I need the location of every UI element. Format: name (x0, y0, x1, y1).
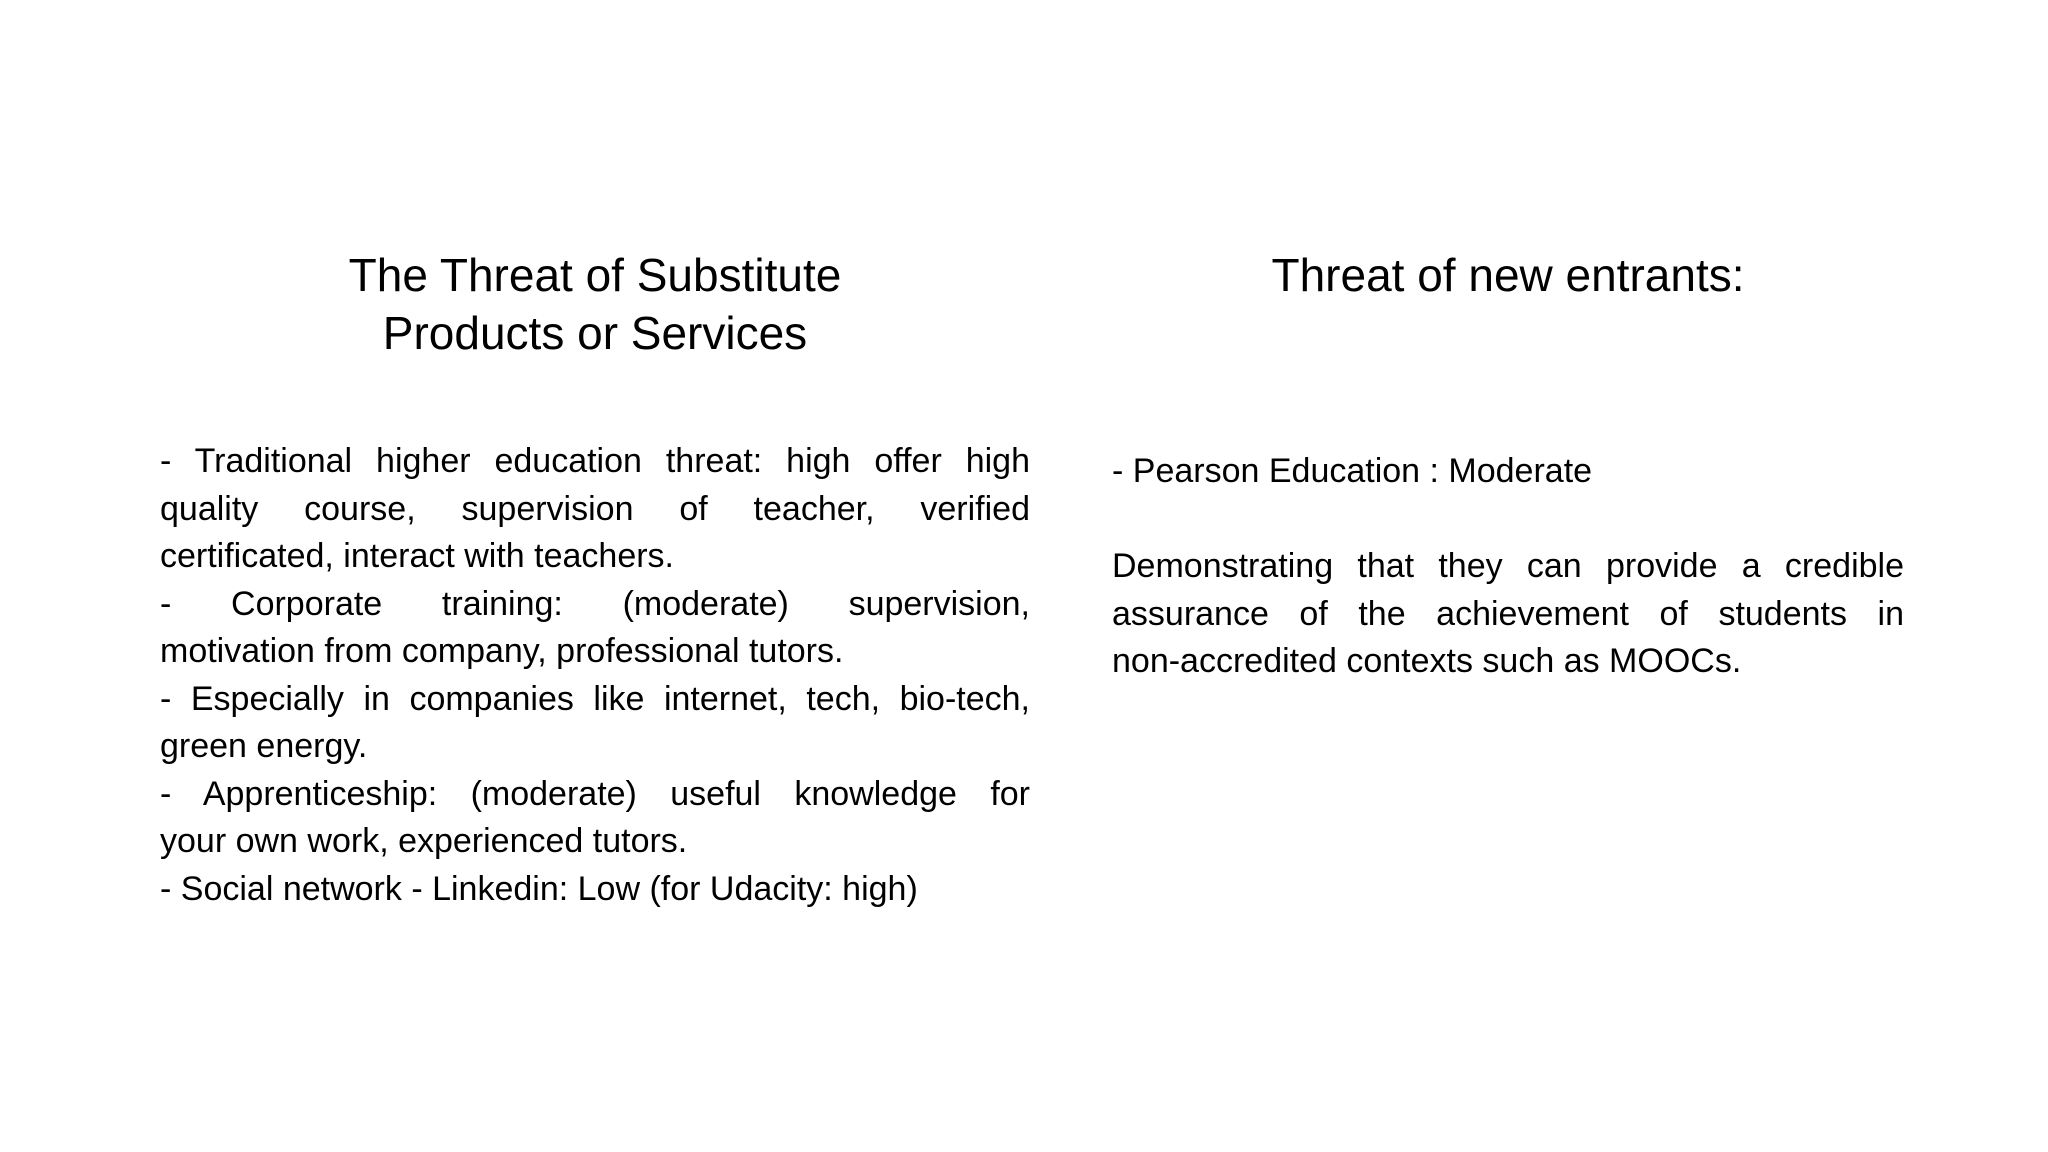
pearson-education-item: - Pearson Education : Moderate (1112, 452, 1593, 490)
body-line: - Traditional higher education threat: high offer high (160, 442, 1030, 480)
body-line: motivation from company, professional tutors. (160, 632, 844, 670)
body-line: - Apprenticeship: (moderate) useful knowledge for (160, 774, 1030, 813)
new-entrants-title: Threat of new entrants: (1271, 249, 1745, 301)
body-line: your own work, experienced tutors. (160, 822, 688, 860)
body-line: green energy. (160, 727, 368, 765)
paragraph-line: non-accredited contexts such as MOOCs. (1112, 642, 1742, 680)
body-line: - Social network - Linkedin: Low (for Udacity: high) (160, 869, 918, 908)
substitute-threat-title: The Threat of Substitute Products or Services (348, 249, 842, 359)
body-line: quality course, supervision of teacher, verified (160, 489, 1030, 528)
body-line: - Especially in companies like internet, tech, bio-tech, (160, 679, 1030, 718)
paragraph-line: assurance of the achievement of students in (1112, 594, 1904, 633)
body-line: - Corporate training: (moderate) supervision, (160, 584, 1030, 623)
substitute-threat-body (160, 438, 1030, 913)
paragraph-line: Demonstrating that they can provide a credible (1112, 547, 1904, 585)
body-line: certificated, interact with teachers. (160, 537, 675, 575)
new-entrants-paragraph (1112, 543, 1904, 686)
